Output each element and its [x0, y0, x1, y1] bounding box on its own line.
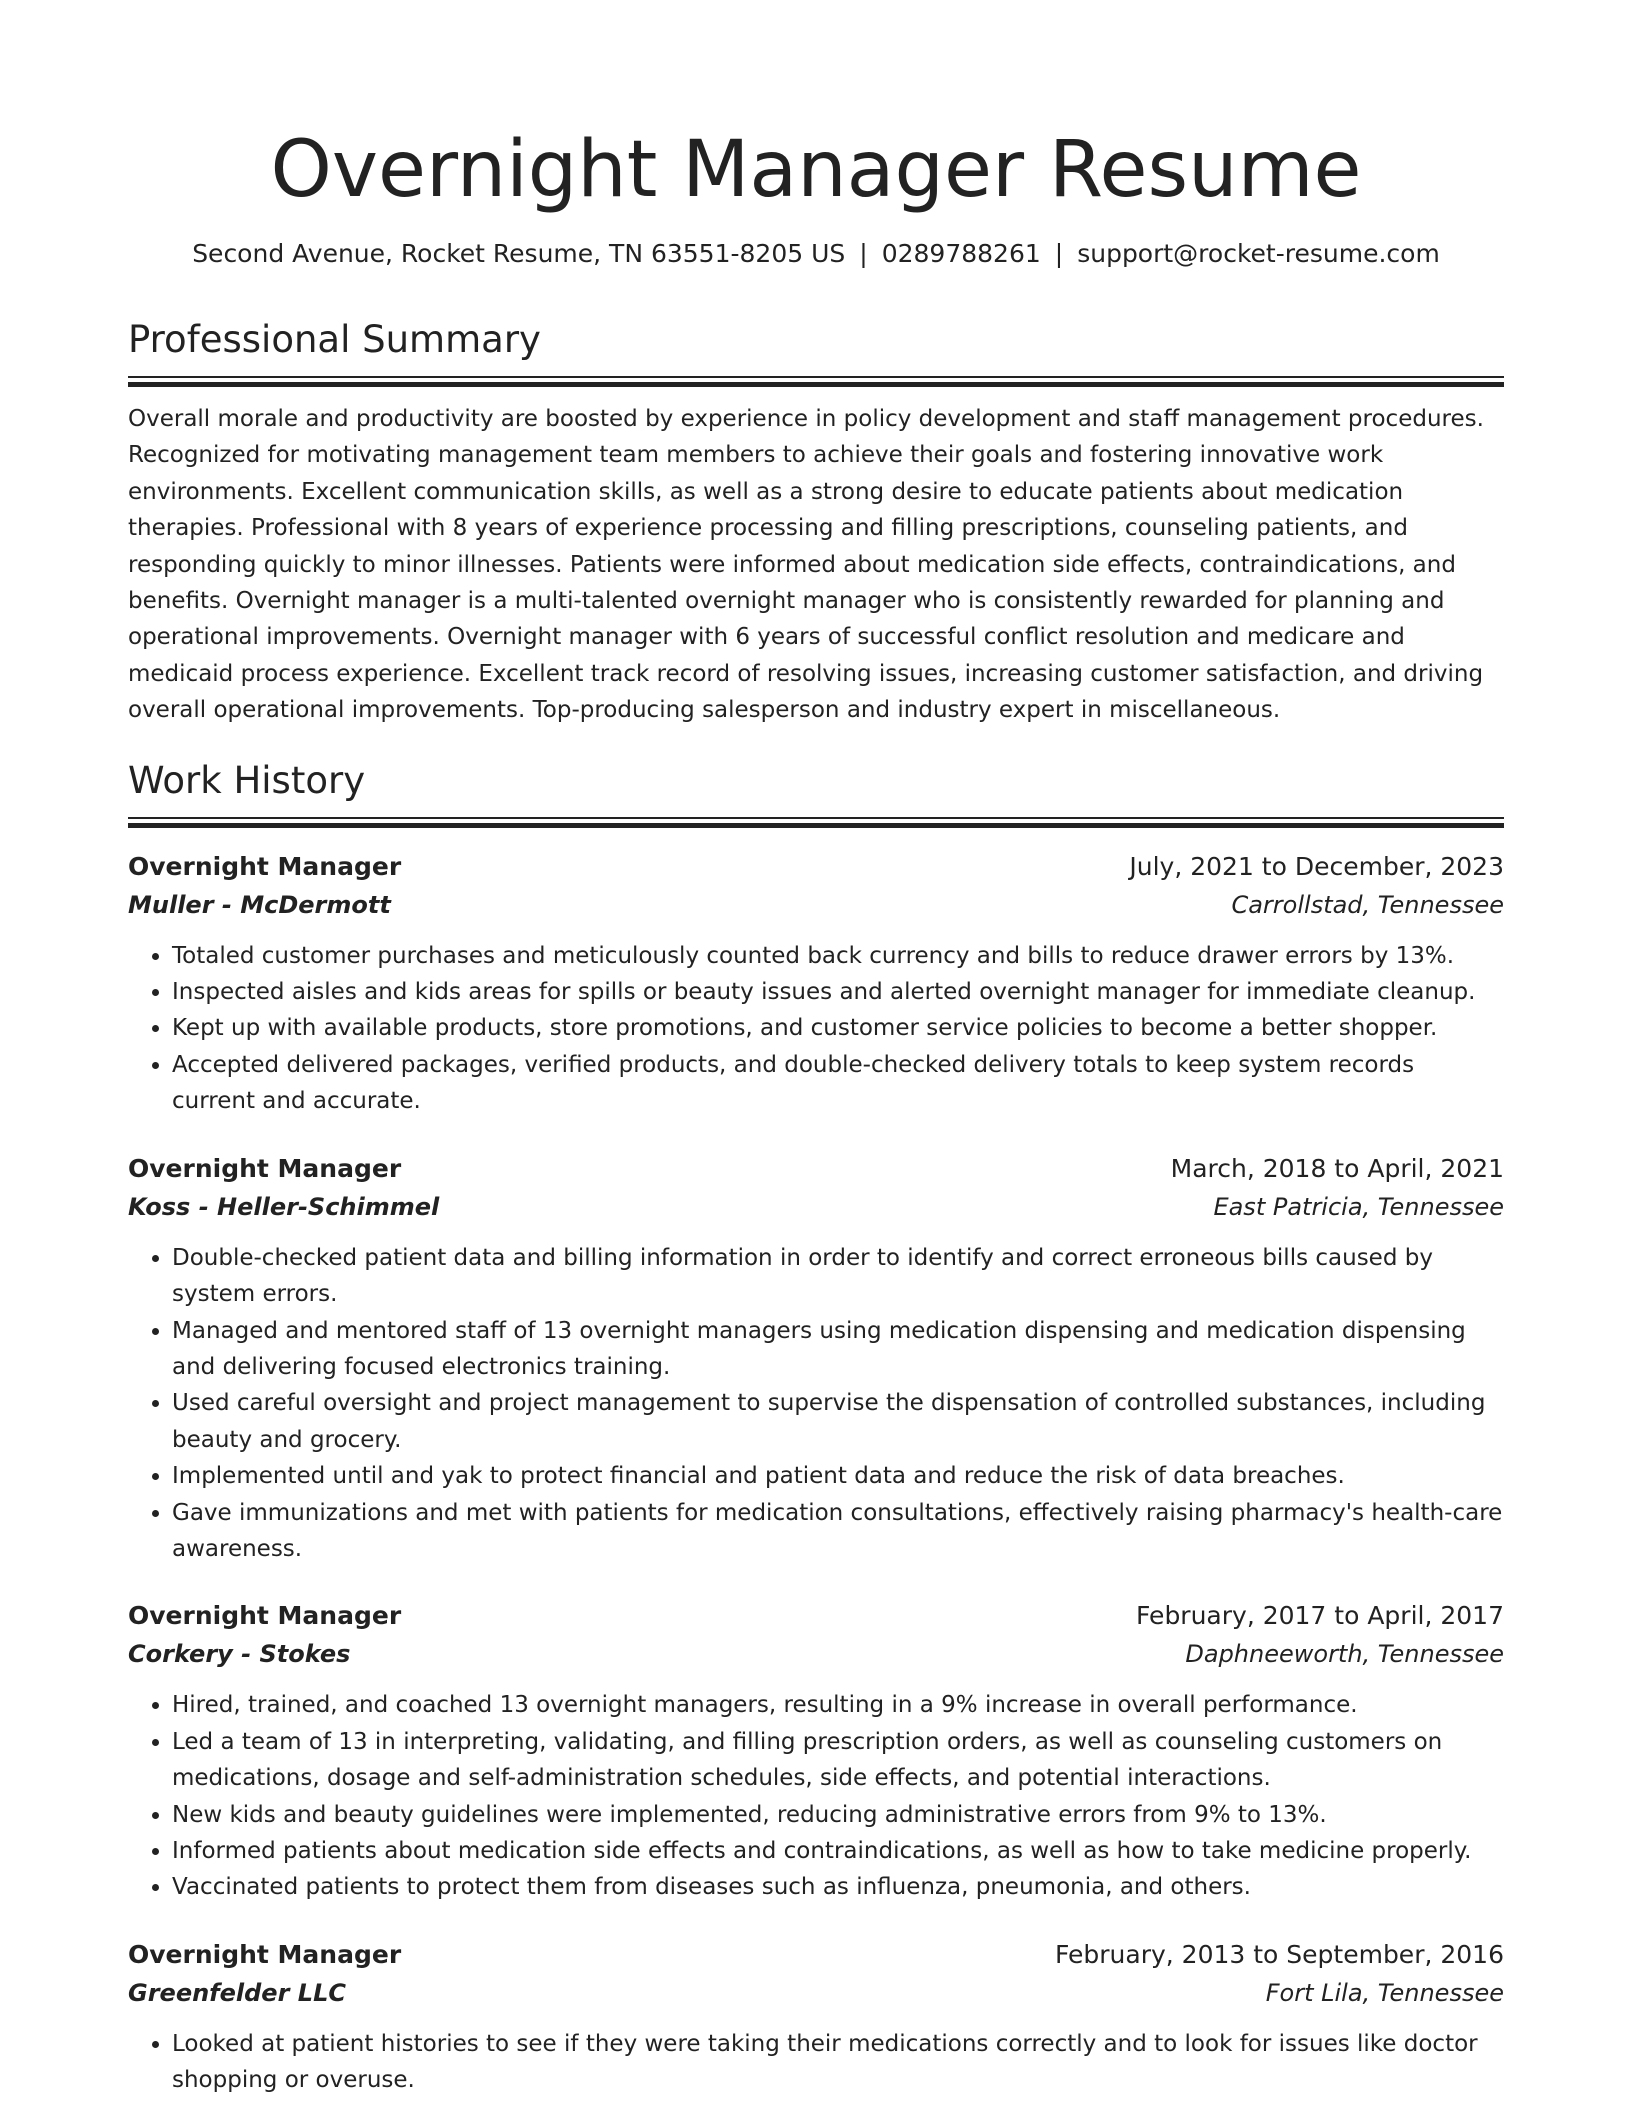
- job-bullet: • Informed patients about medication side effects and contraindications, as well as how to take medicine properly.: [172, 1833, 1504, 1869]
- section-divider-thin: [128, 817, 1504, 819]
- resume-page: [128, 0, 1504, 2099]
- section-divider-thick: [128, 823, 1504, 828]
- job-bullet-list: [128, 2026, 1504, 2099]
- job-entry: [128, 1936, 1504, 2099]
- contact-separator: |: [1054, 239, 1064, 268]
- job-dates: March, 2018 to April, 2021: [1170, 1153, 1504, 1183]
- job-bullet-list: [128, 938, 1504, 1120]
- section-heading-work-history: Work History: [128, 758, 366, 802]
- job-header-row: [128, 848, 1504, 886]
- work-history-section: [128, 757, 1504, 2099]
- job-title: Overnight Manager: [128, 1601, 402, 1631]
- job-company-row: [128, 886, 1504, 924]
- job-bullet: • Hired, trained, and coached 13 overnight managers, resulting in a 9% increase in overall performance.: [172, 1687, 1504, 1723]
- job-dates: February, 2013 to September, 2016: [1055, 1939, 1504, 1969]
- job-header-row: [128, 1150, 1504, 1188]
- job-title: Overnight Manager: [128, 1153, 402, 1183]
- contact-address: Second Avenue, Rocket Resume, TN 63551-8205 US: [192, 239, 846, 268]
- contact-line: [128, 236, 1504, 272]
- contact-phone: 0289788261: [881, 239, 1041, 268]
- job-dates: July, 2021 to December, 2023: [1129, 851, 1504, 881]
- job-company: Muller - McDermott: [128, 890, 391, 919]
- job-company-row: [128, 1188, 1504, 1226]
- summary-paragraph: Overall morale and productivity are boosted by experience in policy development and staff management procedures. Recognized for motivating management team members to achieve their goals and fostering innovative work environments. Excellent communication skills, as well as a strong desire to educate patients about medication therapies. Professional with 8 years of experience processing and filling prescriptions, counseling patients, and responding quickly to minor illnesses. Patients were informed about medication side effects, contraindications, and benefits. Overnight manager is a multi-talented overnight manager who is consistently rewarded for planning and operational improvements. Overnight manager with 6 years of successful conflict resolution and medicare and medicaid process experience. Excellent track record of resolving issues, increasing customer satisfaction, and driving overall operational improvements. Top-producing salesperson and industry expert in miscellaneous.: [128, 406, 1484, 724]
- job-location: East Patricia, Tennessee: [1213, 1192, 1504, 1221]
- job-bullet: • Double-checked patient data and billing information in order to identify and correct erroneous bills caused by system errors.: [172, 1240, 1504, 1313]
- section-heading-summary: Professional Summary: [128, 318, 541, 361]
- job-company: Koss - Heller-Schimmel: [128, 1192, 440, 1221]
- job-company: Greenfelder LLC: [128, 1978, 346, 2007]
- professional-summary-section: [128, 316, 1504, 729]
- contact-email: support@rocket-resume.com: [1077, 239, 1440, 268]
- job-title: Overnight Manager: [128, 851, 402, 881]
- job-bullet: • Gave immunizations and met with patients for medication consultations, effectively raising pharmacy's health-care awareness.: [172, 1495, 1504, 1568]
- job-entry: [128, 1150, 1504, 1568]
- job-title: Overnight Manager: [128, 1939, 402, 1969]
- section-divider-thin: [128, 376, 1504, 378]
- job-location: Carrollstad, Tennessee: [1231, 890, 1504, 919]
- section-divider-thick: [128, 382, 1504, 387]
- job-bullet: • Managed and mentored staff of 13 overnight managers using medication dispensing and medication dispensing and delivering focused electronics training.: [172, 1313, 1504, 1386]
- job-bullet: • Vaccinated patients to protect them from diseases such as influenza, pneumonia, and others.: [172, 1869, 1504, 1905]
- job-dates: February, 2017 to April, 2017: [1136, 1601, 1504, 1631]
- job-header-row: [128, 1597, 1504, 1635]
- job-bullet: • Totaled customer purchases and meticulously counted back currency and bills to reduce drawer errors by 13%.: [172, 938, 1504, 974]
- job-bullet-list: [128, 1687, 1504, 1905]
- job-bullet: • Implemented until and yak to protect financial and patient data and reduce the risk of data breaches.: [172, 1458, 1504, 1494]
- resume-title: Overnight Manager Resume: [270, 125, 1362, 215]
- job-bullet: • Accepted delivered packages, verified products, and double-checked delivery totals to keep system records current and accurate.: [172, 1047, 1504, 1120]
- job-bullet: • Inspected aisles and kids areas for spills or beauty issues and alerted overnight manager for immediate cleanup.: [172, 974, 1504, 1010]
- job-company: Corkery - Stokes: [128, 1640, 351, 1669]
- job-bullet: • Used careful oversight and project management to supervise the dispensation of controlled substances, including beauty and grocery.: [172, 1385, 1504, 1458]
- job-company-row: [128, 1635, 1504, 1673]
- job-bullet: • Led a team of 13 in interpreting, validating, and filling prescription orders, as well as counseling customers on medications, dosage and self-administration schedules, side effects, and potential interactions.: [172, 1724, 1504, 1797]
- contact-separator: |: [859, 239, 868, 268]
- job-entry: [128, 1597, 1504, 1905]
- job-bullet: • New kids and beauty guidelines were implemented, reducing administrative errors from 9% to 13%.: [172, 1797, 1504, 1833]
- job-company-row: [128, 1974, 1504, 2012]
- job-bullet: • Kept up with available products, store promotions, and customer service policies to become a better shopper.: [172, 1010, 1504, 1046]
- job-entry: [128, 848, 1504, 1120]
- job-bullet: • Looked at patient histories to see if they were taking their medications correctly and to look for issues like doctor shopping or overuse.: [172, 2026, 1504, 2099]
- job-location: Fort Lila, Tennessee: [1265, 1978, 1504, 2007]
- job-location: Daphneeworth, Tennessee: [1185, 1640, 1504, 1669]
- job-header-row: [128, 1936, 1504, 1974]
- job-bullet-list: [128, 1240, 1504, 1568]
